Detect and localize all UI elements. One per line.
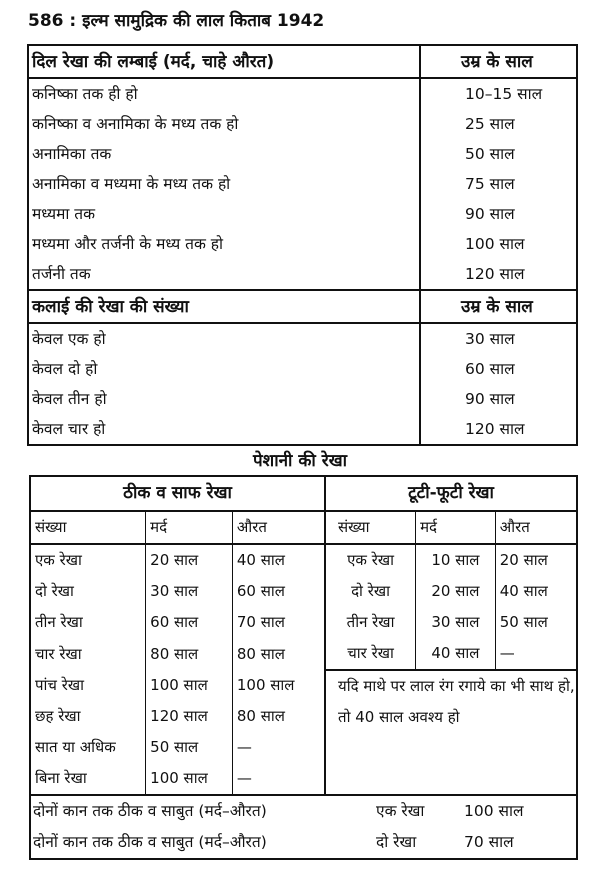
table-row [28,109,577,139]
table-row [28,259,577,290]
broken-male: 10 साल [416,544,496,576]
clear-male: 50 साल [146,732,233,763]
row-value: 10–15 साल [465,85,543,103]
clear-male: 100 साल [146,763,233,795]
row-label: कनिष्का तक ही हो [28,78,420,109]
clear-male: 100 साल [146,670,233,701]
clear-count: तीन रेखा [35,613,83,631]
row-value: 25 साल [465,115,515,133]
footer-cell [30,795,577,859]
clear-count: सात या अधिक [35,738,116,756]
col-header-female: औरत [495,511,577,544]
clear-count: बिना रेखा [35,769,87,787]
group-header-row [30,476,577,511]
footer-condition: दोनों कान तक ठीक व साबुत (मर्द–औरत) [33,833,267,851]
clear-female: 70 साल [232,607,325,638]
col-header-female: औरत [232,511,325,544]
footer-count: दो रेखा [376,833,417,851]
col-header-count: संख्या [325,511,416,544]
table-row [28,384,577,414]
row-value: 120 साल [465,420,525,438]
broken-male: 20 साल [416,576,496,607]
row-value: 75 साल [465,175,515,193]
column-header-row [30,511,577,544]
broken-count: तीन रेखा [325,607,416,638]
row-value: 90 साल [465,205,515,223]
heart-line-header-row [28,45,577,78]
clear-count: चार रेखा [35,644,82,663]
broken-count: दो रेखा [325,576,416,607]
footer-line [31,827,576,858]
row-label: केवल तीन हो [28,384,420,414]
table-row [28,354,577,384]
forehead-note: यदि माथे पर लाल रंग रगाये का भी साथ हो, तो 40 साल अवश्य हो [325,670,577,795]
table-row [28,169,577,199]
table-row [28,229,577,259]
broken-male: 40 साल [416,638,496,670]
row-label: तर्जनी तक [28,259,420,290]
clear-count: एक रेखा [35,551,82,569]
page-header: 586 : इल्म सामुद्रिक की लाल किताब 1942 [28,11,325,31]
table-row [28,323,577,354]
group-clear-line: ठीक व साफ रेखा [30,476,325,511]
table-row [28,414,577,445]
broken-female: — [495,638,577,670]
col-header-count: संख्या [30,511,146,544]
wrist-line-header-row [28,290,577,323]
forehead-section-title: पेशानी की रेखा [252,451,347,471]
broken-female: 40 साल [495,576,577,607]
table-row [30,670,577,701]
broken-female: 20 साल [495,544,577,576]
clear-female: 80 साल [232,638,325,670]
clear-male: 60 साल [146,607,233,638]
row-value: 50 साल [465,145,515,163]
clear-female: 100 साल [232,670,325,701]
clear-male: 20 साल [146,544,233,576]
footer-line [31,796,576,827]
broken-male: 30 साल [416,607,496,638]
table-row [30,638,577,670]
clear-male: 120 साल [146,701,233,732]
row-label: अनामिका तक [28,139,420,169]
clear-male: 80 साल [146,638,233,670]
footer-count: एक रेखा [376,802,425,820]
clear-count: पांच रेखा [35,676,84,694]
row-value: 120 साल [465,265,525,283]
clear-male: 30 साल [146,576,233,607]
row-label: केवल एक हो [28,323,420,354]
heart-wrist-table [27,44,578,446]
row-label: मध्यमा तक [28,199,420,229]
table-row [30,576,577,607]
group-broken-line: टूटी-फूटी रेखा [325,476,577,511]
row-label: केवल दो हो [28,354,420,384]
wrist-line-header-label: कलाई की रेखा की संख्या [28,290,420,323]
footer-condition: दोनों कान तक ठीक व साबुत (मर्द–औरत) [33,802,267,820]
clear-female: 60 साल [232,576,325,607]
footer-value: 70 साल [464,833,514,851]
clear-count: दो रेखा [35,582,74,600]
col-header-male: मर्द [146,511,233,544]
clear-female: — [232,763,325,795]
table-row [28,199,577,229]
table-row [28,78,577,109]
row-value: 30 साल [465,330,515,348]
heart-line-header-value: उम्र के साल [420,45,577,78]
row-label: केवल चार हो [28,414,420,445]
clear-count: छह रेखा [35,707,81,725]
broken-count: चार रेखा [325,638,416,670]
footer-value: 100 साल [464,802,524,820]
wrist-line-header-value: उम्र के साल [420,290,577,323]
table-row [30,544,577,576]
clear-female: 40 साल [232,544,325,576]
row-label: अनामिका व मध्यमा के मध्य तक हो [28,169,420,199]
row-label: कनिष्का व अनामिका के मध्य तक हो [28,109,420,139]
table-row [28,139,577,169]
row-label: मध्यमा और तर्जनी के मध्य तक हो [28,229,420,259]
broken-count: एक रेखा [325,544,416,576]
forehead-table [29,475,578,860]
row-value: 90 साल [465,390,515,408]
broken-female: 50 साल [495,607,577,638]
table-row [30,607,577,638]
heart-line-header-label: दिल रेखा की लम्बाई (मर्द, चाहे औरत) [28,45,420,78]
row-value: 100 साल [465,235,525,253]
clear-female: 80 साल [232,701,325,732]
col-header-male: मर्द [416,511,496,544]
clear-female: — [232,732,325,763]
row-value: 60 साल [465,360,515,378]
footer-row [30,795,577,859]
